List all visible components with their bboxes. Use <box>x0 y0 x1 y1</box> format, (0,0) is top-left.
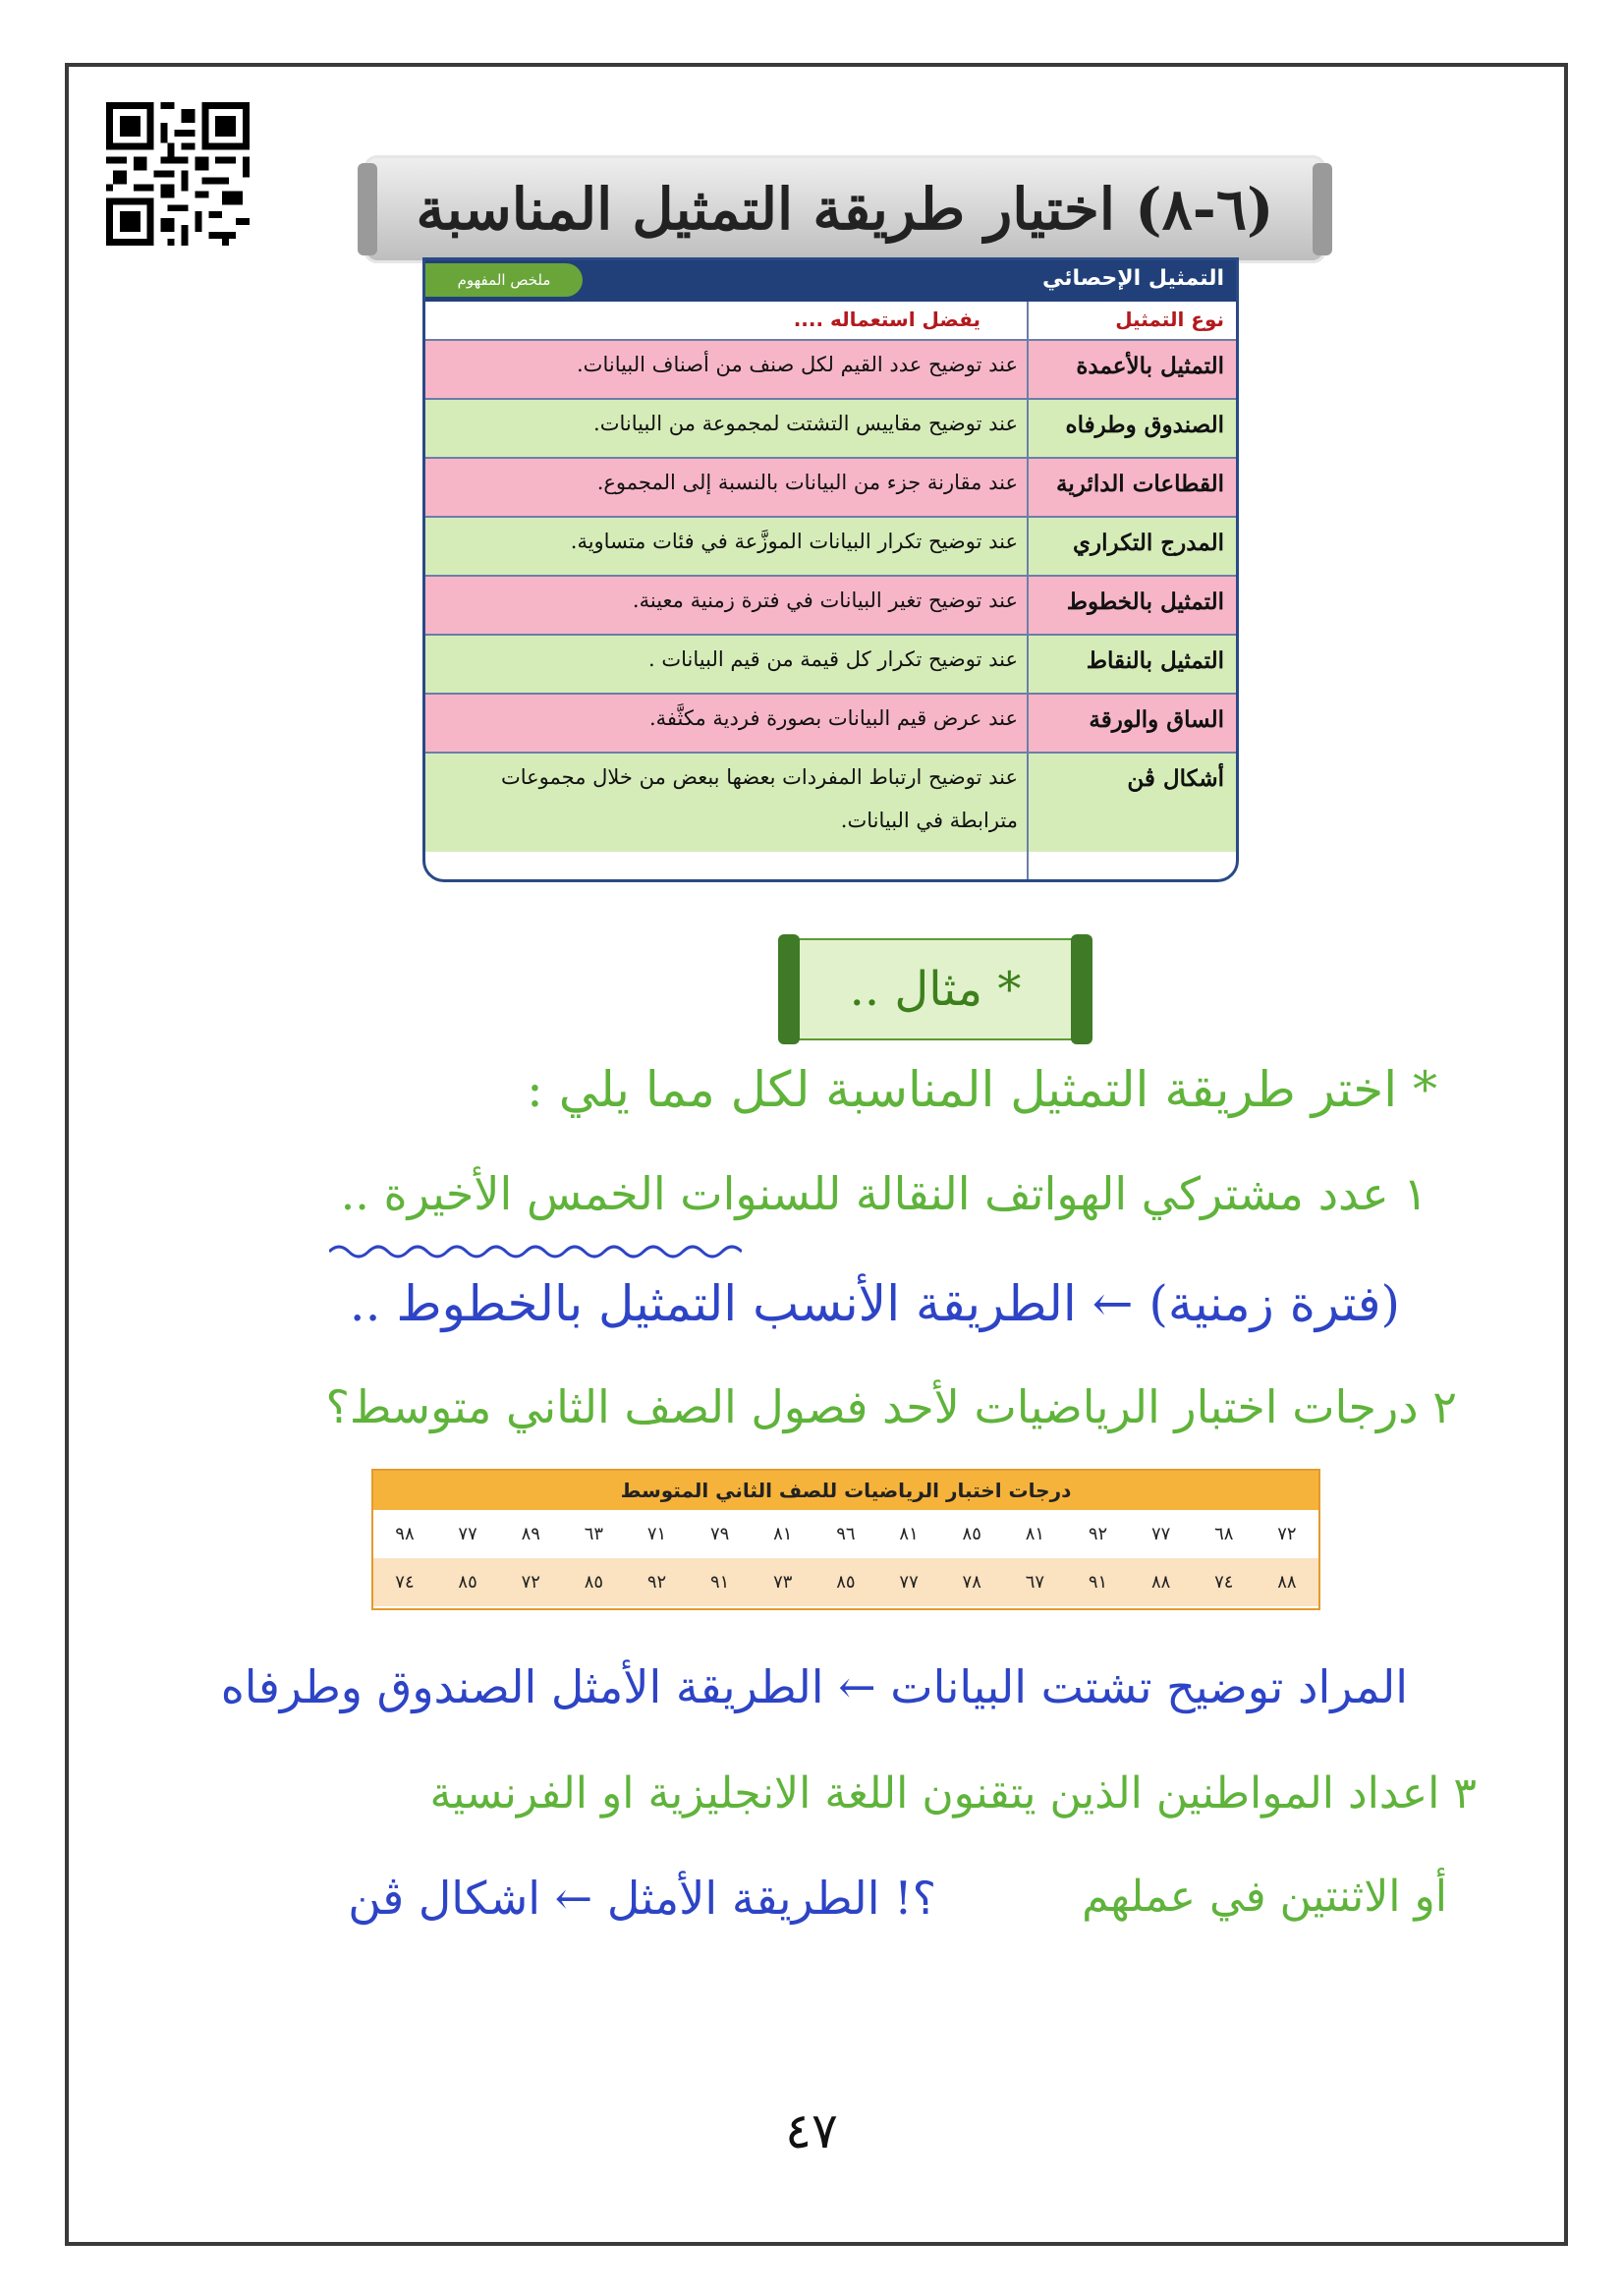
table-row <box>425 339 1236 400</box>
grade-cell: ٨٩ <box>521 1524 540 1544</box>
grade-cell: ٨٥ <box>962 1524 981 1544</box>
table-row <box>425 516 1236 577</box>
grade-cell: ٨٥ <box>458 1572 477 1593</box>
question-3-continued: أو الاثنتين في عملهم <box>1082 1872 1447 1922</box>
wavy-underline <box>329 1240 742 1261</box>
grade-cell: ٧٧ <box>458 1524 477 1544</box>
concept-summary-tag: ملخص المفهوم <box>425 263 583 297</box>
row-use: عند توضيح تكرار كل قيمة من قيم البيانات . <box>648 647 1018 671</box>
grade-cell: ٨٥ <box>584 1572 604 1593</box>
page-number: ٤٧ <box>785 2102 838 2159</box>
table-title: التمثيل الإحصائي <box>1041 266 1224 291</box>
table-row <box>425 693 1236 754</box>
grade-cell: ٧٩ <box>709 1524 730 1544</box>
row-type: القطاعات الدائرية <box>1056 471 1224 497</box>
grades-row <box>373 1558 1318 1606</box>
grade-cell: ٨١ <box>1025 1524 1045 1544</box>
grade-cell: ٩١ <box>709 1572 730 1593</box>
row-type: التمثيل بالنقاط <box>1086 647 1224 674</box>
grade-cell: ٧٢ <box>521 1572 540 1593</box>
grade-cell: ٧٣ <box>773 1572 793 1593</box>
grade-cell: ٦٨ <box>1214 1524 1234 1544</box>
grade-cell: ٩٢ <box>646 1572 667 1593</box>
answer-3: ؟! الطريقة الأمثل ← اشكال ڤن <box>348 1872 936 1925</box>
column-header-type: نوع التمثيل <box>1115 308 1224 331</box>
row-type: المدرج التكراري <box>1073 530 1224 556</box>
row-type: الساق والورقة <box>1089 706 1224 733</box>
grade-cell: ٩٦ <box>836 1524 856 1544</box>
grades-table-title: درجات اختبار الرياضيات للصف الثاني المتوسط <box>373 1471 1318 1510</box>
question-2: ٢ درجات اختبار الرياضيات لأحد فصول الصف الثاني متوسط؟ <box>325 1380 1457 1433</box>
table-header <box>425 260 1236 302</box>
grade-cell: ٩٢ <box>1088 1524 1108 1544</box>
row-type: أشكال ڤن <box>1127 765 1224 792</box>
grade-cell: ٩٨ <box>395 1524 415 1544</box>
grade-cell: ٦٣ <box>584 1524 604 1544</box>
row-type: التمثيل بالخطوط <box>1066 588 1224 615</box>
grade-cell: ٨٥ <box>836 1572 856 1593</box>
grade-cell: ٨١ <box>899 1524 919 1544</box>
row-use: عند توضيح مقاييس التشتت لمجموعة من البيانات. <box>593 412 1018 435</box>
concept-summary-table <box>422 257 1239 882</box>
row-use: عند مقارنة جزء من البيانات بالنسبة إلى المجموع. <box>596 471 1018 494</box>
question-3: ٣ اعداد المواطنين الذين يتقنون اللغة الانجليزية او الفرنسية <box>429 1768 1477 1819</box>
answer-1: (فترة زمنية) ← الطريقة الأنسب التمثيل بالخطوط .. <box>349 1275 1400 1332</box>
grade-cell: ٧٢ <box>1277 1524 1297 1544</box>
grade-cell: ٨٨ <box>1277 1572 1297 1593</box>
instruction-text: * اختر طريقة التمثيل المناسبة لكل مما يلي : <box>527 1061 1437 1118</box>
example-banner <box>786 938 1085 1040</box>
grade-cell: ٧٧ <box>1150 1524 1171 1544</box>
qr-code <box>106 102 250 246</box>
answer-2: المراد توضيح تشتت البيانات ← الطريقة الأمثل الصندوق وطرفاه <box>220 1660 1408 1713</box>
grade-cell: ٧٤ <box>1214 1572 1234 1593</box>
question-1: ١ عدد مشتركي الهواتف النقالة للسنوات الخمس الأخيرة .. <box>340 1167 1428 1220</box>
page-title: (٦-٨) اختيار طريقة التمثيل المناسبة <box>416 176 1274 243</box>
row-type: الصندوق وطرفاه <box>1065 412 1224 438</box>
grade-cell: ٧٤ <box>395 1572 415 1593</box>
table-row <box>425 575 1236 636</box>
table-row <box>425 457 1236 518</box>
row-use: عند توضيح ارتباط المفردات بعضها ببعض من خلال مجموعات مترابطة في البيانات. <box>500 765 1018 832</box>
grade-cell: ٧٧ <box>899 1572 919 1593</box>
row-use: عند توضيح عدد القيم لكل صنف من أصناف البيانات. <box>577 353 1018 376</box>
title-banner <box>364 155 1326 263</box>
column-header-use: يفضل استعماله .... <box>793 308 980 331</box>
row-use: عند توضيح تكرار البيانات الموزَّعة في فئات متساوية. <box>570 530 1018 553</box>
grade-cell: ٨١ <box>773 1524 793 1544</box>
grades-table <box>371 1469 1320 1610</box>
column-headers <box>425 302 1236 339</box>
example-label: * مثال .. <box>849 962 1022 1017</box>
table-row <box>425 634 1236 695</box>
column-divider <box>1027 302 1029 879</box>
grades-row <box>373 1510 1318 1558</box>
grade-cell: ٧١ <box>646 1524 667 1544</box>
grade-cell: ٧٨ <box>962 1572 981 1593</box>
row-type: التمثيل بالأعمدة <box>1076 353 1224 379</box>
table-row <box>425 398 1236 459</box>
row-use: عند عرض قيم البيانات بصورة فردية مكثَّفة. <box>649 706 1018 730</box>
grade-cell: ٨٨ <box>1150 1572 1171 1593</box>
grade-cell: ٦٧ <box>1025 1572 1045 1593</box>
table-row <box>425 752 1236 852</box>
row-use: عند توضيح تغير البيانات في فترة زمنية معينة. <box>632 588 1018 612</box>
grade-cell: ٩١ <box>1088 1572 1108 1593</box>
